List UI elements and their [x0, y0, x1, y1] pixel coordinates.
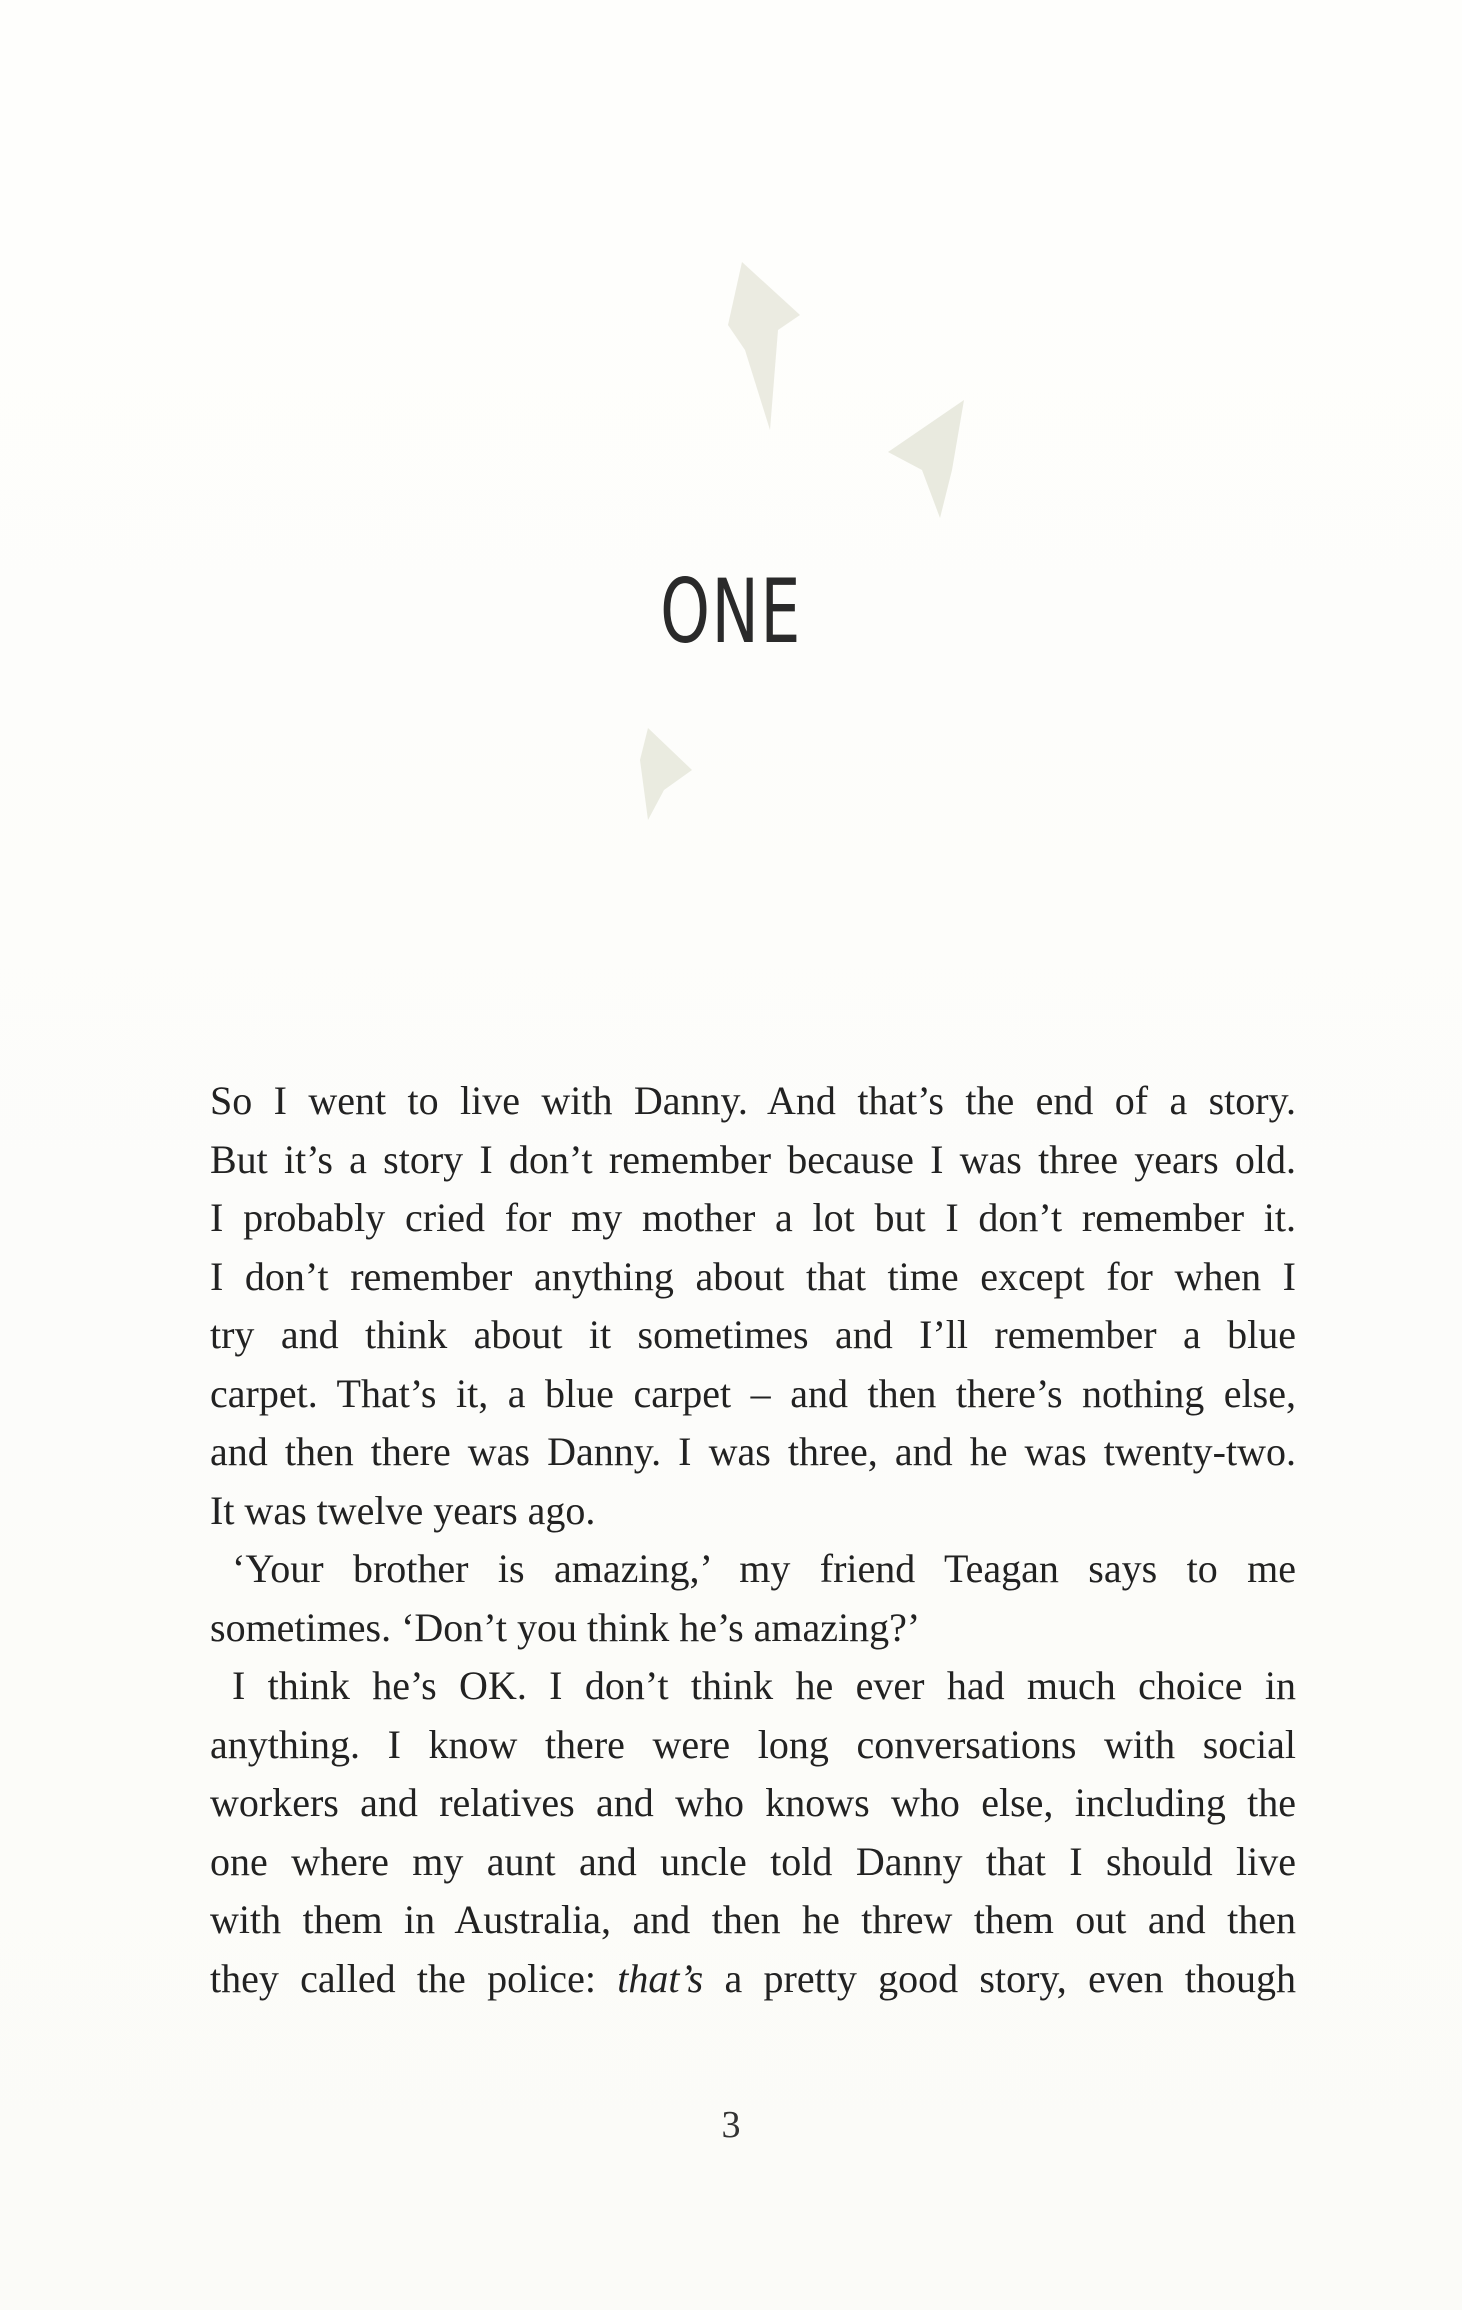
text-line: one where my aunt and uncle told Danny that I should live — [210, 1838, 1296, 1884]
text-line: and then there was Danny. I was three, and he was twenty-two. — [210, 1429, 1296, 1474]
text-line: I think he’s OK. I don’t think he ever had much choice in — [232, 1663, 1296, 1708]
text-line: workers and relatives and who knows who else, including the — [210, 1780, 1296, 1825]
paragraph-1 — [210, 1072, 1296, 1540]
text-line: anything. I know there were long conversations with social — [210, 1721, 1296, 1767]
text-line: sometimes. ‘Don’t you think he’s amazing?’ — [210, 1604, 921, 1650]
text-line: try and think about it sometimes and I’ll remember a blue — [210, 1312, 1296, 1357]
chapter-title: ONE — [660, 560, 802, 663]
emphasized-word: that’s — [617, 1955, 704, 2001]
text-line: I don’t remember anything about that time except for when I — [210, 1253, 1296, 1299]
text-segment: a pretty good story, even though — [703, 1955, 1297, 2001]
text-segment: they called the police: — [210, 1955, 618, 2001]
text-line: I probably cried for my mother a lot but I don’t remember it. — [210, 1195, 1296, 1240]
page-number: 3 — [721, 2104, 741, 2146]
text-line: with them in Australia, and then he threw them out and then — [210, 1897, 1296, 1942]
text-line: So I went to live with Danny. And that’s the end of a story. — [210, 1078, 1296, 1123]
text-line-with-emphasis — [210, 1950, 1296, 2009]
paragraph-2 — [210, 1540, 1296, 1657]
text-line: ‘Your brother is amazing,’ my friend Teagan says to me — [232, 1546, 1296, 1591]
text-line: carpet. That’s it, a blue carpet – and then there’s nothing else, — [210, 1370, 1296, 1416]
paper-shape-bottom — [640, 728, 692, 820]
text-line: It was twelve years ago. — [210, 1487, 596, 1533]
text-line: But it’s a story I don’t remember because I was three years old. — [210, 1136, 1296, 1182]
paper-shape-top — [728, 262, 800, 430]
body-text — [210, 1072, 1296, 2008]
paragraph-3 — [210, 1657, 1296, 2008]
paper-shape-right — [888, 400, 964, 518]
